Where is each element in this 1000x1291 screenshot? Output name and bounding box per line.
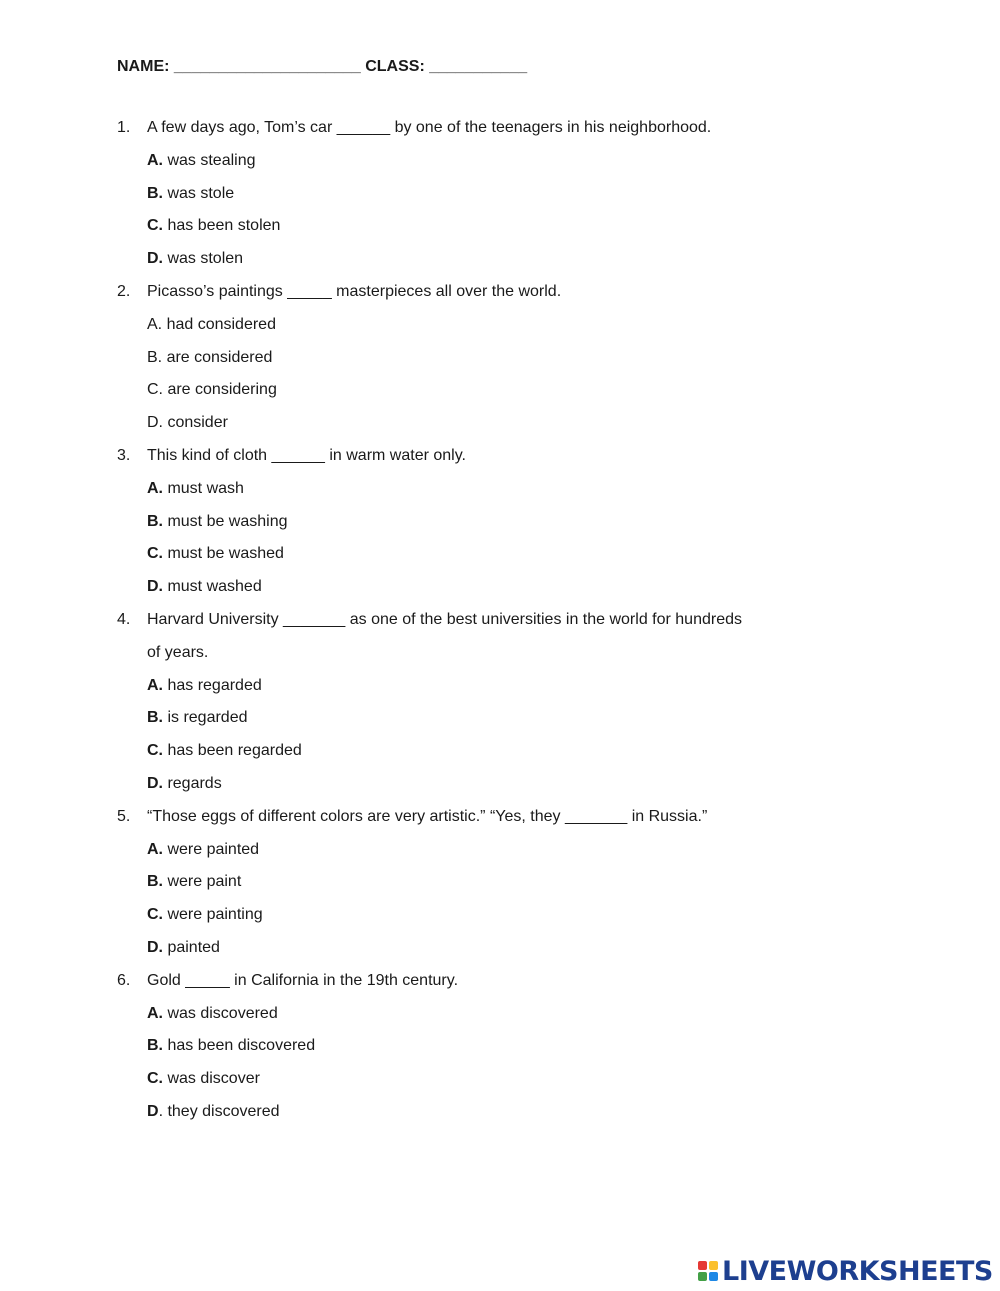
option-text: painted <box>163 939 220 956</box>
option-letter: B. <box>147 709 163 727</box>
option-letter: A. <box>147 151 163 169</box>
option-text: has regarded <box>163 676 262 694</box>
answer-option[interactable] <box>147 314 276 336</box>
option-letter: C. <box>147 1070 163 1088</box>
option-text: were painting <box>163 906 263 924</box>
answer-option[interactable] <box>147 1035 315 1057</box>
class-label: CLASS: <box>365 58 425 75</box>
option-text: A. had considered <box>147 315 276 333</box>
option-text: were paint <box>163 873 242 891</box>
option-letter: A. <box>147 840 163 858</box>
logo-square-green <box>698 1272 707 1281</box>
worksheet-header <box>117 58 527 76</box>
question-text: This kind of cloth ______ in warm water only. <box>147 447 466 464</box>
question-number: 5. <box>117 807 131 825</box>
option-text: has been stolen <box>163 217 281 235</box>
answer-option[interactable] <box>147 1068 260 1090</box>
option-text: is regarded <box>163 709 248 727</box>
option-text: was discover <box>163 1070 260 1088</box>
option-text: was stealing <box>163 151 256 169</box>
option-text: was discovered <box>163 1004 278 1022</box>
liveworksheets-icon <box>698 1261 718 1281</box>
answer-option[interactable] <box>147 183 234 205</box>
option-text: regards <box>163 775 222 792</box>
option-text: C. are considering <box>147 381 277 399</box>
option-text: must wash <box>163 479 244 497</box>
option-text: was stole <box>163 184 235 202</box>
option-text: . they discovered <box>158 1103 280 1120</box>
class-blank[interactable]: ___________ <box>429 58 528 75</box>
answer-option[interactable] <box>147 773 222 795</box>
option-letter: A. <box>147 1004 163 1022</box>
logo-square-yellow <box>709 1261 718 1270</box>
logo-square-blue <box>709 1272 718 1281</box>
question-number: 2. <box>117 283 131 300</box>
logo-square-red <box>698 1261 707 1270</box>
question-text: A few days ago, Tom’s car ______ by one of the teenagers in his neighborhood. <box>147 119 712 136</box>
option-text: must be washing <box>163 512 288 530</box>
option-letter: B. <box>147 512 163 530</box>
option-letter: C. <box>147 742 163 760</box>
answer-option[interactable] <box>147 511 288 533</box>
option-letter: C. <box>147 906 163 924</box>
option-text: B. are considered <box>147 348 273 366</box>
option-letter: A. <box>147 479 163 497</box>
answer-option[interactable] <box>147 707 248 729</box>
option-letter: D <box>147 1103 159 1120</box>
question-number: 4. <box>117 611 131 628</box>
option-text: was stolen <box>163 250 244 268</box>
answer-option[interactable] <box>147 1101 280 1123</box>
answer-option[interactable] <box>147 937 220 959</box>
question-text: of years. <box>147 643 209 661</box>
question-number: 6. <box>117 971 131 989</box>
option-letter: A. <box>147 676 163 694</box>
option-letter: C. <box>147 217 163 235</box>
question-text: Harvard University _______ as one of the best universities in the world for hundreds <box>147 611 742 628</box>
answer-option[interactable] <box>147 904 263 926</box>
answer-option[interactable] <box>147 839 259 861</box>
question-number: 1. <box>117 119 131 136</box>
answer-option[interactable] <box>147 871 241 893</box>
option-letter: D. <box>147 578 163 596</box>
answer-option[interactable] <box>147 740 302 762</box>
option-letter: B. <box>147 1037 163 1055</box>
answer-option[interactable] <box>147 478 244 500</box>
answer-option[interactable] <box>147 248 243 270</box>
liveworksheets-logo <box>698 1254 993 1288</box>
name-label: NAME: <box>117 58 170 75</box>
option-letter: C. <box>147 545 163 563</box>
option-letter: D. <box>147 939 163 956</box>
answer-option[interactable] <box>147 675 262 697</box>
question-text: Gold _____ in California in the 19th century. <box>147 971 459 989</box>
brand-name: LIVEWORKSHEETS <box>722 1255 993 1287</box>
question-text: Picasso’s paintings _____ masterpieces all over the world. <box>147 283 562 300</box>
answer-option[interactable] <box>147 150 256 172</box>
answer-option[interactable] <box>147 543 284 565</box>
question-text: “Those eggs of different colors are very artistic.” “Yes, they _______ in Russia.” <box>147 807 708 825</box>
option-text: must be washed <box>163 545 284 563</box>
option-letter: B. <box>147 873 163 891</box>
answer-option[interactable] <box>147 379 277 401</box>
option-letter: D. <box>147 775 163 792</box>
option-letter: D. <box>147 250 163 268</box>
option-letter: B. <box>147 184 163 202</box>
option-text: were painted <box>163 840 260 858</box>
answer-option[interactable] <box>147 215 280 237</box>
answer-option[interactable] <box>147 576 262 598</box>
option-text: has been regarded <box>163 742 302 760</box>
option-text: D. consider <box>147 414 228 432</box>
answer-option[interactable] <box>147 347 272 369</box>
option-text: must washed <box>163 578 262 596</box>
name-blank[interactable]: _____________________ <box>173 58 361 75</box>
answer-option[interactable] <box>147 1003 278 1025</box>
answer-option[interactable] <box>147 412 228 434</box>
option-text: has been discovered <box>163 1037 316 1055</box>
question-number: 3. <box>117 447 131 464</box>
